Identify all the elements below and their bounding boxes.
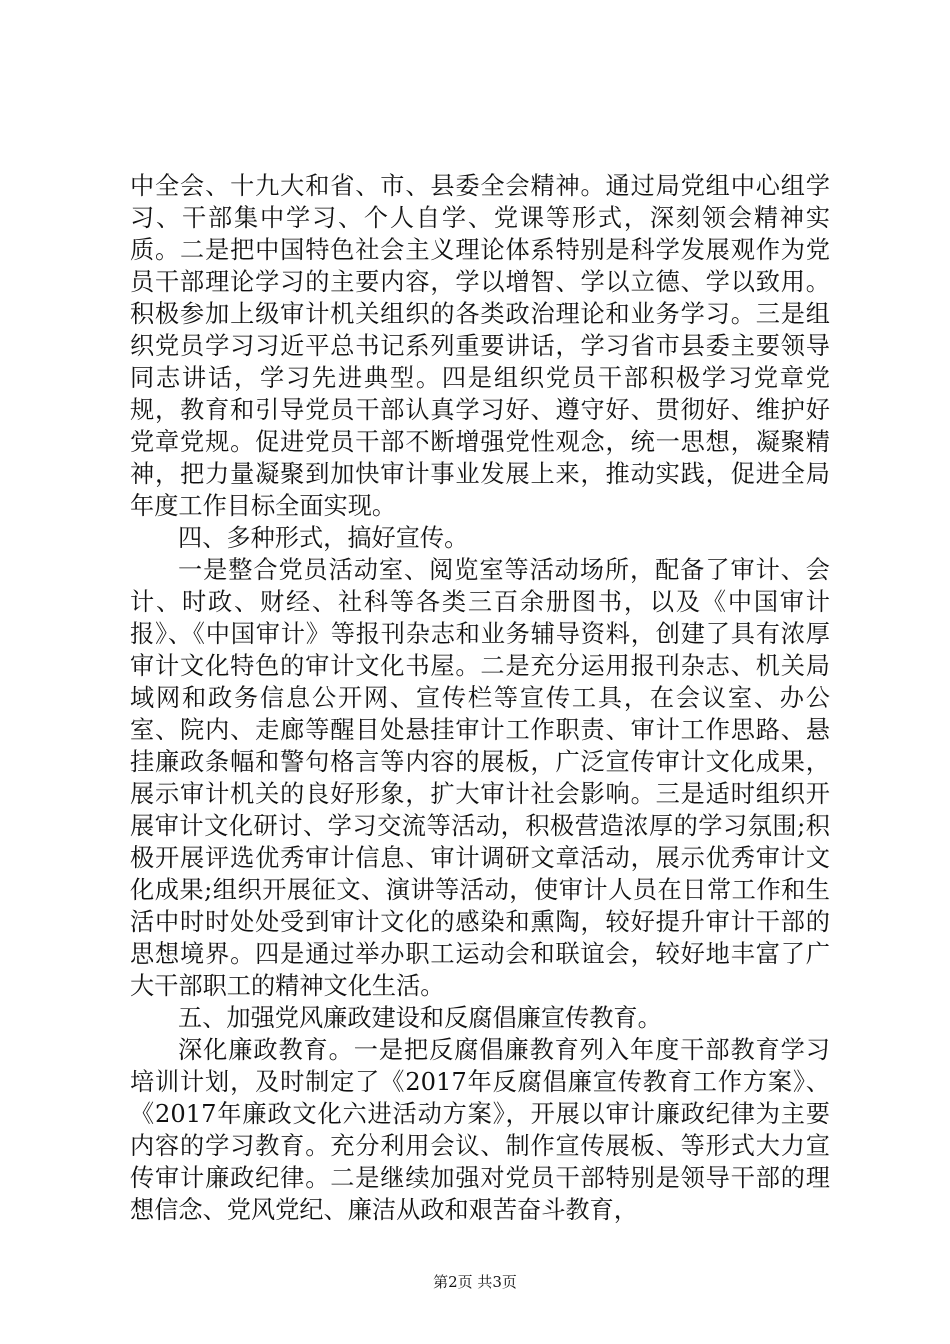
paragraph-integrity-education: 深化廉政教育。一是把反腐倡廉教育列入年度干部教育学习培训计划，及时制定了《2017年反腐倡廉宣传教育工作方案》、《2017年廉政文化六进活动方案》，开展以审计廉政纪律为主要内容的学习教育。充分利用会议、制作宣传展板、等形式大力宣传审计廉政纪律。二是继续加强对党员干部特别是领导干部的理想信念、党风党纪、廉洁从政和艰苦奋斗教育，: [130, 1036, 830, 1224]
section-heading-publicity: 四、多种形式，搞好宣传。: [178, 524, 469, 552]
paragraph-publicity: 一是整合党员活动室、阅览室等活动场所，配备了审计、会计、时政、财经、社科等各类三百余册图书，以及《中国审计报》、《中国审计》等报刊杂志和业务辅导资料，创建了具有浓厚审计文化特色的审计文化书屋。二是充分运用报刊杂志、机关局域网和政务信息公开网、宣传栏等宣传工具，在会议室、办公室、院内、走廊等醒目处悬挂审计工作职责、审计工作思路、悬挂廉政条幅和警句格言等内容的展板，广泛宣传审计文化成果，展示审计机关的良好形象，扩大审计社会影响。三是适时组织开展审计文化研讨、学习交流等活动，积极营造浓厚的学习氛围;积极开展评选优秀审计信息、审计调研文章活动，展示优秀审计文化成果;组织开展征文、演讲等活动，使审计人员在日常工作和生活中时时处处受到审计文化的感染和熏陶，较好提升审计干部的思想境界。四是通过举办职工运动会和联谊会，较好地丰富了广大干部职工的精神文化生活。: [130, 556, 830, 1000]
page-footer: [0, 1272, 950, 1292]
page-number: 第2页 共3页: [433, 1273, 517, 1291]
paragraph-study-continuation: 中全会、十九大和省、市、县委全会精神。通过局党组中心组学习、干部集中学习、个人自学、党课等形式，深刻领会精神实质。二是把中国特色社会主义理论体系特别是科学发展观作为党员干部理论学习的主要内容，学以增智、学以立德、学以致用。积极参加上级审计机关组织的各类政治理论和业务学习。三是组织党员学习习近平总书记系列重要讲话，学习省市县委主要领导同志讲话，学习先进典型。四是组织党员干部积极学习党章党规，教育和引导党员干部认真学习好、遵守好、贯彻好、维护好党章党规。促进党员干部不断增强党性观念，统一思想，凝聚精神，把力量凝聚到加快审计事业发展上来，推动实践，促进全局年度工作目标全面实现。: [130, 172, 830, 520]
section-heading-integrity: 五、加强党风廉政建设和反腐倡廉宣传教育。: [178, 1004, 662, 1032]
document-body: [130, 170, 830, 1226]
